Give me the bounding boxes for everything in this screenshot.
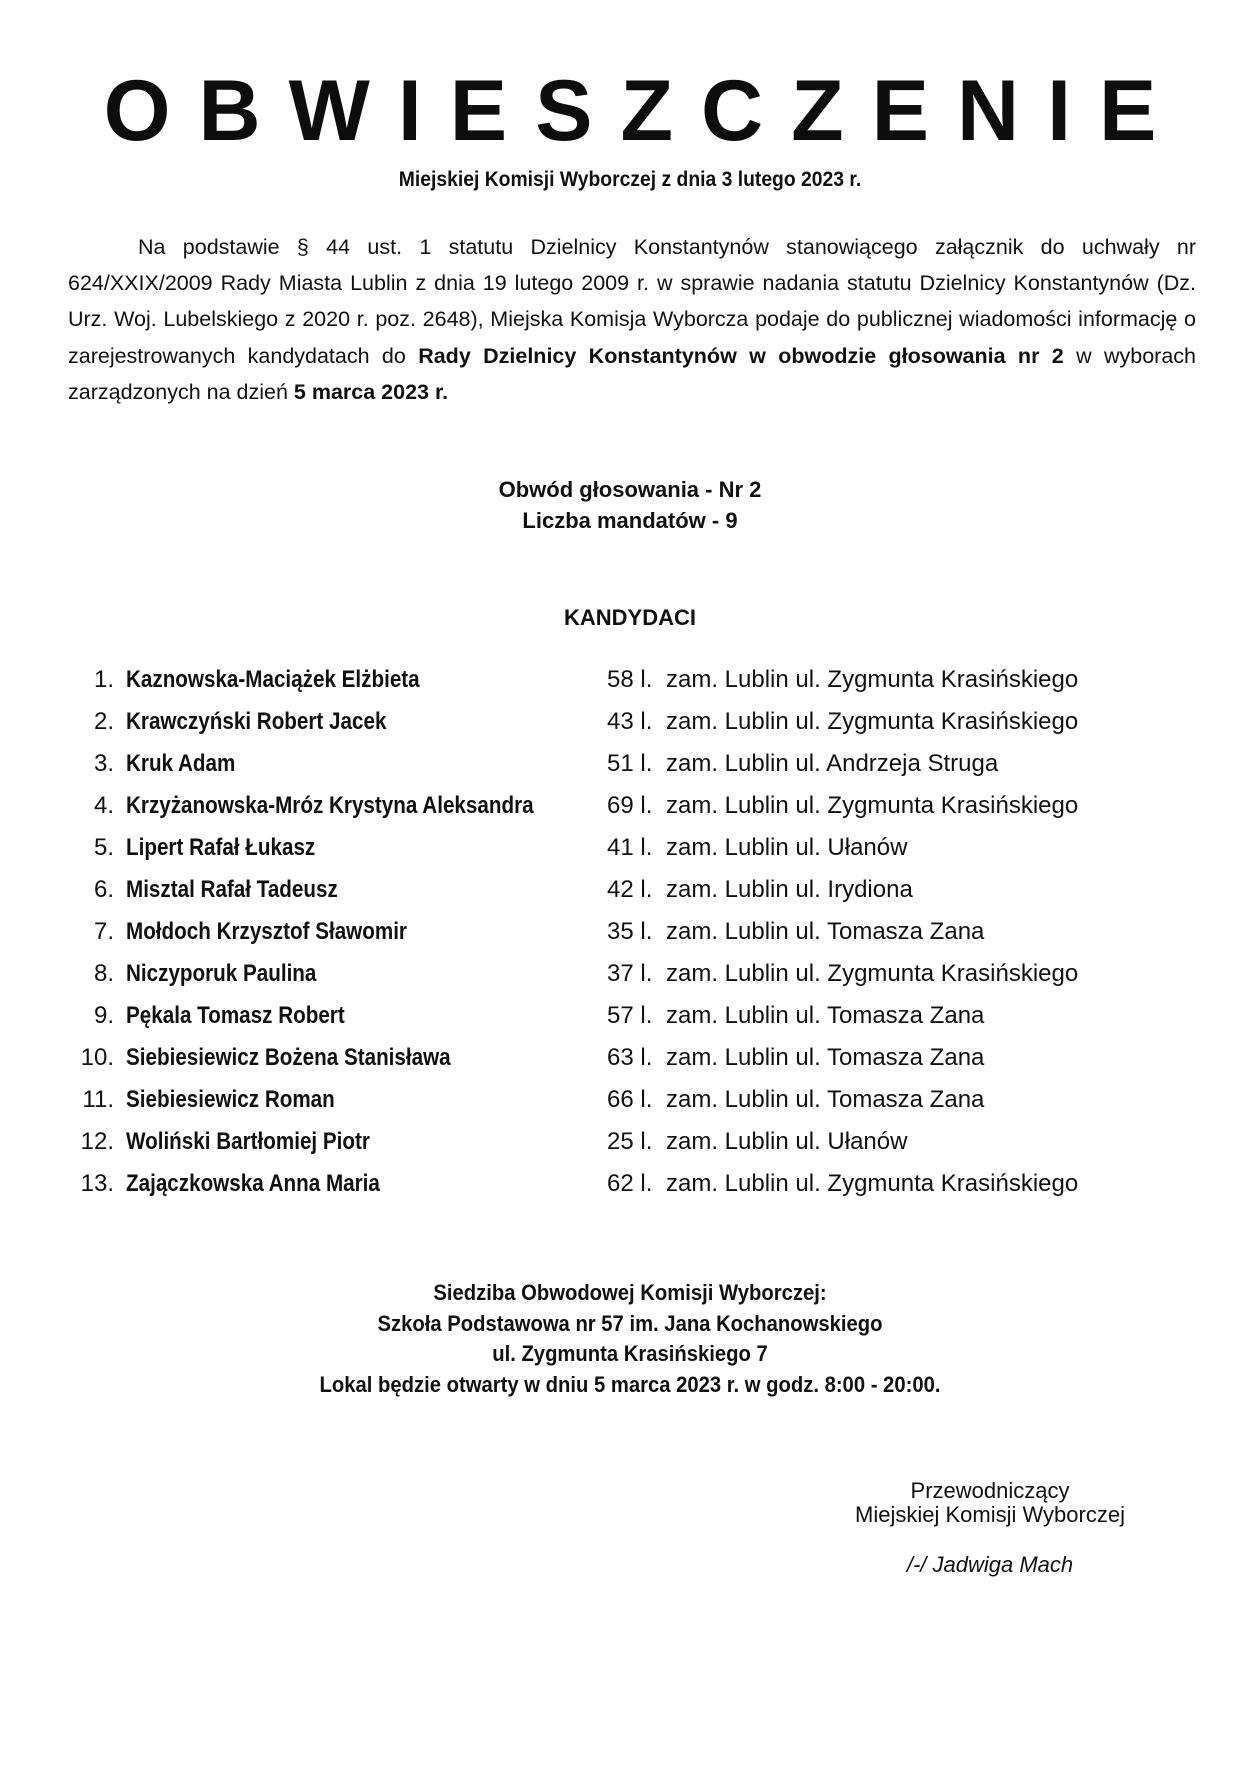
candidate-number: 5. (93, 834, 114, 861)
candidate-row (60, 1041, 1200, 1083)
polling-station-hours: Lokal będzie otwarty w dniu 5 marca 2023 r. w godz. 8:00 - 20:00. (319, 1371, 941, 1397)
district-number: Obwód głosowania - Nr 2 (498, 477, 762, 502)
intro-bold-council: Rady Dzielnicy Konstantynów w obwodzie głosowania nr 2 (418, 343, 1064, 368)
candidate-name: Krawczyński Robert Jacek (126, 708, 387, 735)
candidate-address: zam. Lublin ul. Ułanów (666, 834, 908, 861)
signature-commission: Miejskiej Komisji Wyborczej (855, 1502, 1125, 1527)
candidate-row (60, 1083, 1200, 1125)
candidate-row (60, 1167, 1200, 1209)
candidate-number: 9. (93, 1002, 114, 1029)
candidate-age: 66 l. (607, 1086, 653, 1113)
candidate-number: 13. (80, 1170, 114, 1197)
candidate-name: Siebiesiewicz Roman (126, 1086, 335, 1113)
candidate-address: zam. Lublin ul. Andrzeja Struga (666, 750, 999, 777)
candidate-address: zam. Lublin ul. Ułanów (666, 1128, 908, 1155)
candidate-name: Kaznowska-Maciążek Elżbieta (126, 666, 420, 693)
candidate-age: 35 l. (607, 918, 653, 945)
candidate-number: 8. (93, 960, 114, 987)
polling-station-school: Szkoła Podstawowa nr 57 im. Jana Kochanowskiego (377, 1310, 883, 1336)
candidate-number: 7. (93, 918, 114, 945)
candidate-age: 57 l. (607, 1002, 653, 1029)
candidate-name: Misztal Rafał Tadeusz (126, 876, 338, 903)
candidate-name: Lipert Rafał Łukasz (126, 834, 316, 861)
candidate-name: Krzyżanowska-Mróz Krystyna Aleksandra (126, 792, 534, 819)
candidate-age: 58 l. (607, 666, 653, 693)
candidate-row (60, 915, 1200, 957)
candidate-number: 1. (93, 666, 114, 693)
candidate-address: zam. Lublin ul. Zygmunta Krasińskiego (666, 708, 1079, 735)
candidate-address: zam. Lublin ul. Irydiona (666, 876, 913, 903)
candidate-row (60, 831, 1200, 873)
candidate-number: 11. (82, 1086, 114, 1113)
candidate-row (60, 747, 1200, 789)
candidate-row (60, 663, 1200, 705)
candidate-number: 10. (80, 1044, 114, 1071)
candidate-row (60, 999, 1200, 1041)
signature-role: Przewodniczący (910, 1478, 1070, 1503)
candidate-address: zam. Lublin ul. Tomasza Zana (666, 918, 985, 945)
candidate-name: Woliński Bartłomiej Piotr (126, 1128, 370, 1155)
candidate-age: 41 l. (607, 834, 653, 861)
candidate-number: 6. (93, 876, 114, 903)
candidate-number: 4. (93, 792, 114, 819)
polling-station-address: ul. Zygmunta Krasińskiego 7 (492, 1341, 768, 1366)
intro-paragraph (68, 229, 1196, 410)
candidate-name: Niczyporuk Paulina (126, 960, 317, 987)
candidate-address: zam. Lublin ul. Zygmunta Krasińskiego (666, 960, 1079, 987)
signature-name: /-/ Jadwiga Mach (906, 1552, 1074, 1577)
candidate-row (60, 789, 1200, 831)
candidate-age: 43 l. (607, 708, 653, 735)
candidates-list (60, 663, 1200, 1209)
intro-text-1: Na podstawie § 44 ust. 1 statutu Dzielnicy Konstantynów stanowiącego załącznik do uchwały nr 624/XXIX/2009 Rady Miasta Lublin z dnia 19 lutego 2009 r. w sprawie nadania statutu Dzielnicy Konstantynów (Dz. Urz. Woj. Lubelskiego z 2020 r. poz. 2648), Miejska Komisja Wyborcza podaje do publicznej wiadomości informację o zarejestrowanych kandydatach do (68, 235, 1196, 368)
candidate-row (60, 873, 1200, 915)
candidate-name: Kruk Adam (126, 750, 236, 777)
candidate-address: zam. Lublin ul. Zygmunta Krasińskiego (666, 792, 1079, 819)
candidate-number: 3. (93, 750, 114, 777)
polling-station-heading: Siedziba Obwodowej Komisji Wyborczej: (433, 1280, 827, 1305)
candidate-age: 51 l. (607, 750, 653, 777)
candidate-name: Mołdoch Krzysztof Sławomir (126, 918, 407, 945)
district-seats: Liczba mandatów - 9 (522, 508, 738, 533)
candidate-address: zam. Lublin ul. Tomasza Zana (666, 1086, 985, 1113)
candidate-address: zam. Lublin ul. Tomasza Zana (666, 1002, 985, 1029)
signature-block (790, 1479, 1190, 1577)
candidates-heading: KANDYDACI (564, 605, 696, 630)
candidate-address: zam. Lublin ul. Zygmunta Krasińskiego (666, 666, 1079, 693)
candidate-name: Siebiesiewicz Bożena Stanisława (126, 1044, 451, 1071)
polling-station-info (0, 1278, 1260, 1400)
candidate-number: 12. (80, 1128, 114, 1155)
intro-bold-date: 5 marca 2023 r. (293, 379, 449, 404)
candidate-age: 63 l. (607, 1044, 653, 1071)
candidate-age: 42 l. (607, 876, 653, 903)
candidate-row (60, 705, 1200, 747)
candidate-address: zam. Lublin ul. Tomasza Zana (666, 1044, 985, 1071)
page-subtitle: Miejskiej Komisji Wyborczej z dnia 3 lutego 2023 r. (398, 168, 862, 191)
page-title: OBWIESZCZENIE (103, 63, 1185, 159)
district-info (0, 474, 1260, 536)
candidate-row (60, 1125, 1200, 1167)
candidate-address: zam. Lublin ul. Zygmunta Krasińskiego (666, 1170, 1079, 1197)
candidate-number: 2. (93, 708, 114, 735)
candidate-age: 25 l. (607, 1128, 653, 1155)
candidate-name: Pękala Tomasz Robert (126, 1002, 345, 1029)
candidate-row (60, 957, 1200, 999)
candidate-age: 37 l. (607, 960, 653, 987)
intro-text-2: w wyborach zarządzonych na dzień (68, 343, 1196, 404)
candidate-name: Zajączkowska Anna Maria (126, 1170, 380, 1197)
candidate-age: 62 l. (607, 1170, 653, 1197)
candidate-age: 69 l. (607, 792, 653, 819)
